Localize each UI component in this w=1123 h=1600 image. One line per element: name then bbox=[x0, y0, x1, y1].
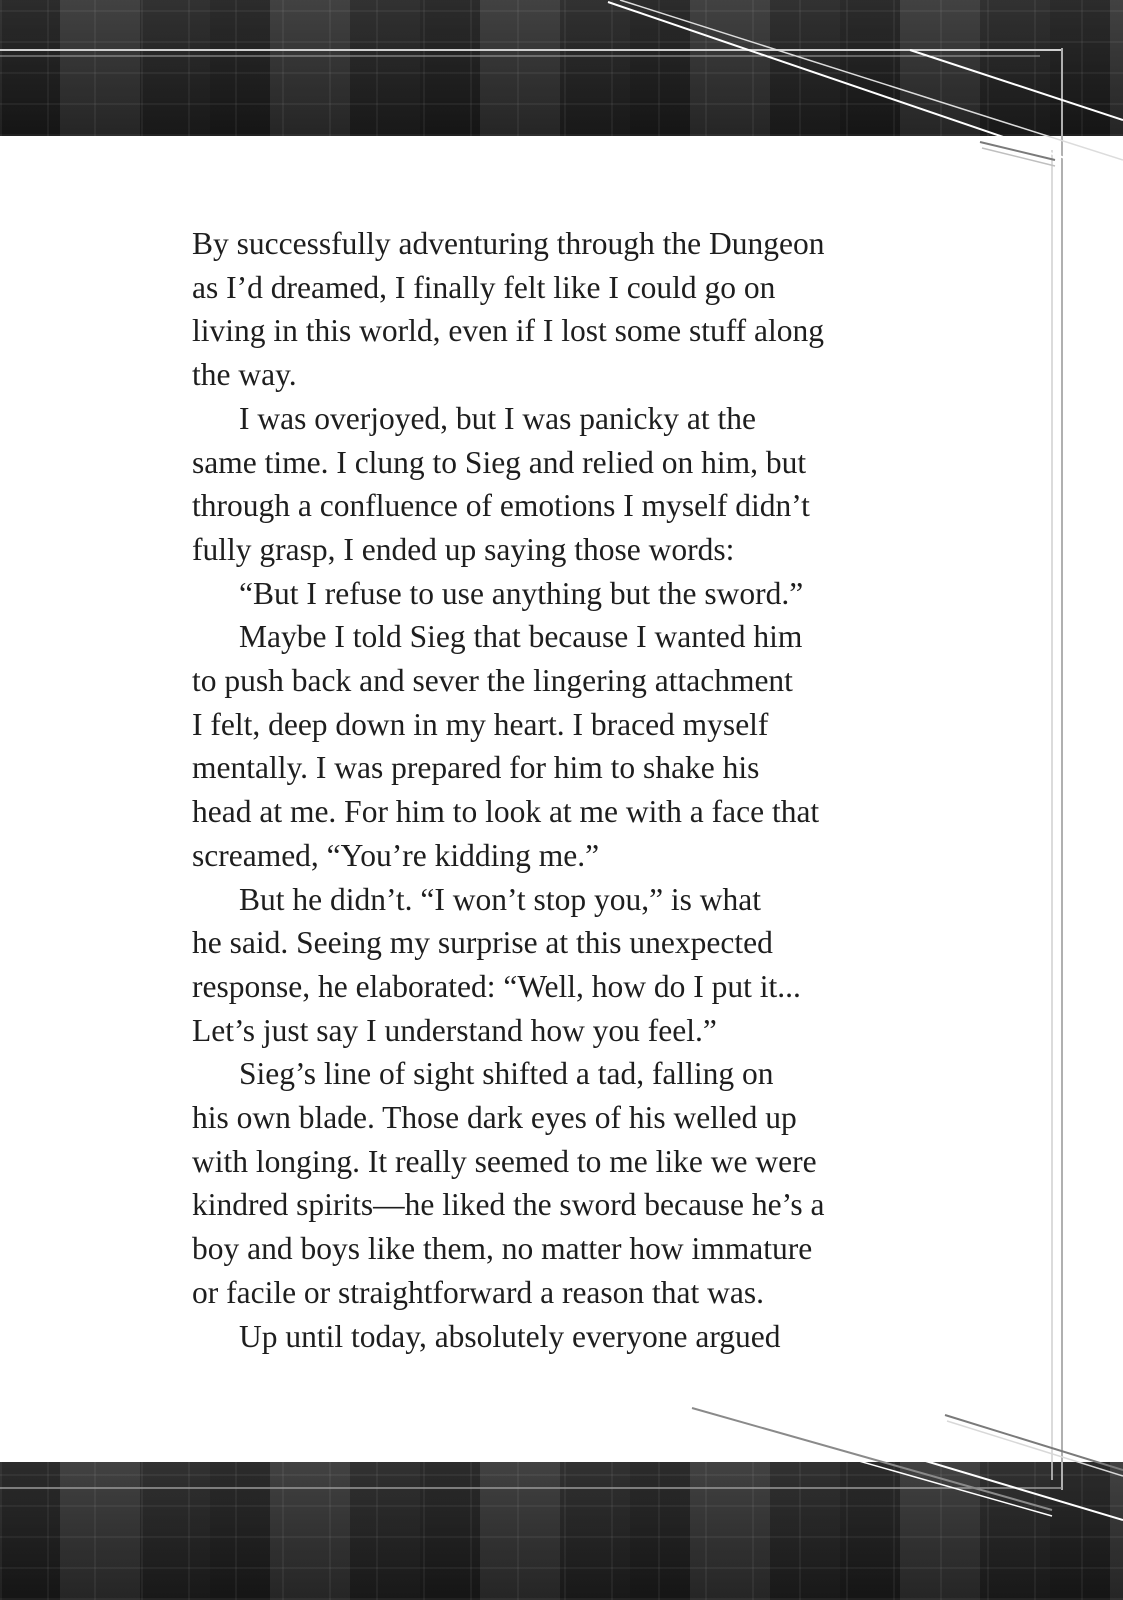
text-line: with longing. It really seemed to me like we were bbox=[192, 1143, 817, 1179]
text-line: or facile or straightforward a reason that was. bbox=[192, 1274, 765, 1310]
header-band bbox=[0, 0, 1123, 136]
body-text bbox=[192, 222, 932, 1358]
text-line: But he didn’t. “I won’t stop you,” is what bbox=[239, 881, 762, 917]
text-line: he said. Seeing my surprise at this unexpected bbox=[192, 925, 773, 961]
text-line: mentally. I was prepared for him to shake his bbox=[192, 750, 760, 786]
text-line: “But I refuse to use anything but the sword.” bbox=[239, 575, 804, 611]
text-line: to push back and sever the lingering attachment bbox=[192, 663, 793, 699]
text-line: as I’d dreamed, I finally felt like I could go on bbox=[192, 269, 776, 305]
text-line: I was overjoyed, but I was panicky at the bbox=[239, 400, 756, 436]
text-line: I felt, deep down in my heart. I braced myself bbox=[192, 706, 769, 742]
text-line: boy and boys like them, no matter how immature bbox=[192, 1231, 813, 1267]
text-line: same time. I clung to Sieg and relied on him, but bbox=[192, 444, 807, 480]
text-line: screamed, “You’re kidding me.” bbox=[192, 837, 600, 873]
text-line: Sieg’s line of sight shifted a tad, falling on bbox=[239, 1056, 774, 1092]
text-line: response, he elaborated: “Well, how do I put it... bbox=[192, 968, 801, 1004]
text-line: By successfully adventuring through the Dungeon bbox=[192, 226, 825, 261]
text-line: kindred spirits—he liked the sword because he’s a bbox=[192, 1187, 825, 1223]
text-line: Up until today, absolutely everyone argued bbox=[239, 1318, 781, 1354]
text-line: living in this world, even if I lost some stuff along bbox=[192, 313, 824, 349]
text-line: Maybe I told Sieg that because I wanted him bbox=[239, 619, 803, 655]
slash-top-5 bbox=[982, 148, 1055, 166]
text-line: Let’s just say I understand how you feel.” bbox=[192, 1012, 717, 1048]
text-line: through a confluence of emotions I myself didn’t bbox=[192, 488, 810, 524]
text-line: fully grasp, I ended up saying those words: bbox=[192, 531, 735, 567]
text-line: the way. bbox=[192, 357, 297, 393]
text-line: head at me. For him to look at me with a face that bbox=[192, 794, 820, 830]
footer-band bbox=[0, 1462, 1123, 1600]
slash-top-4 bbox=[980, 142, 1055, 160]
text-line: his own blade. Those dark eyes of his welled up bbox=[192, 1100, 797, 1136]
